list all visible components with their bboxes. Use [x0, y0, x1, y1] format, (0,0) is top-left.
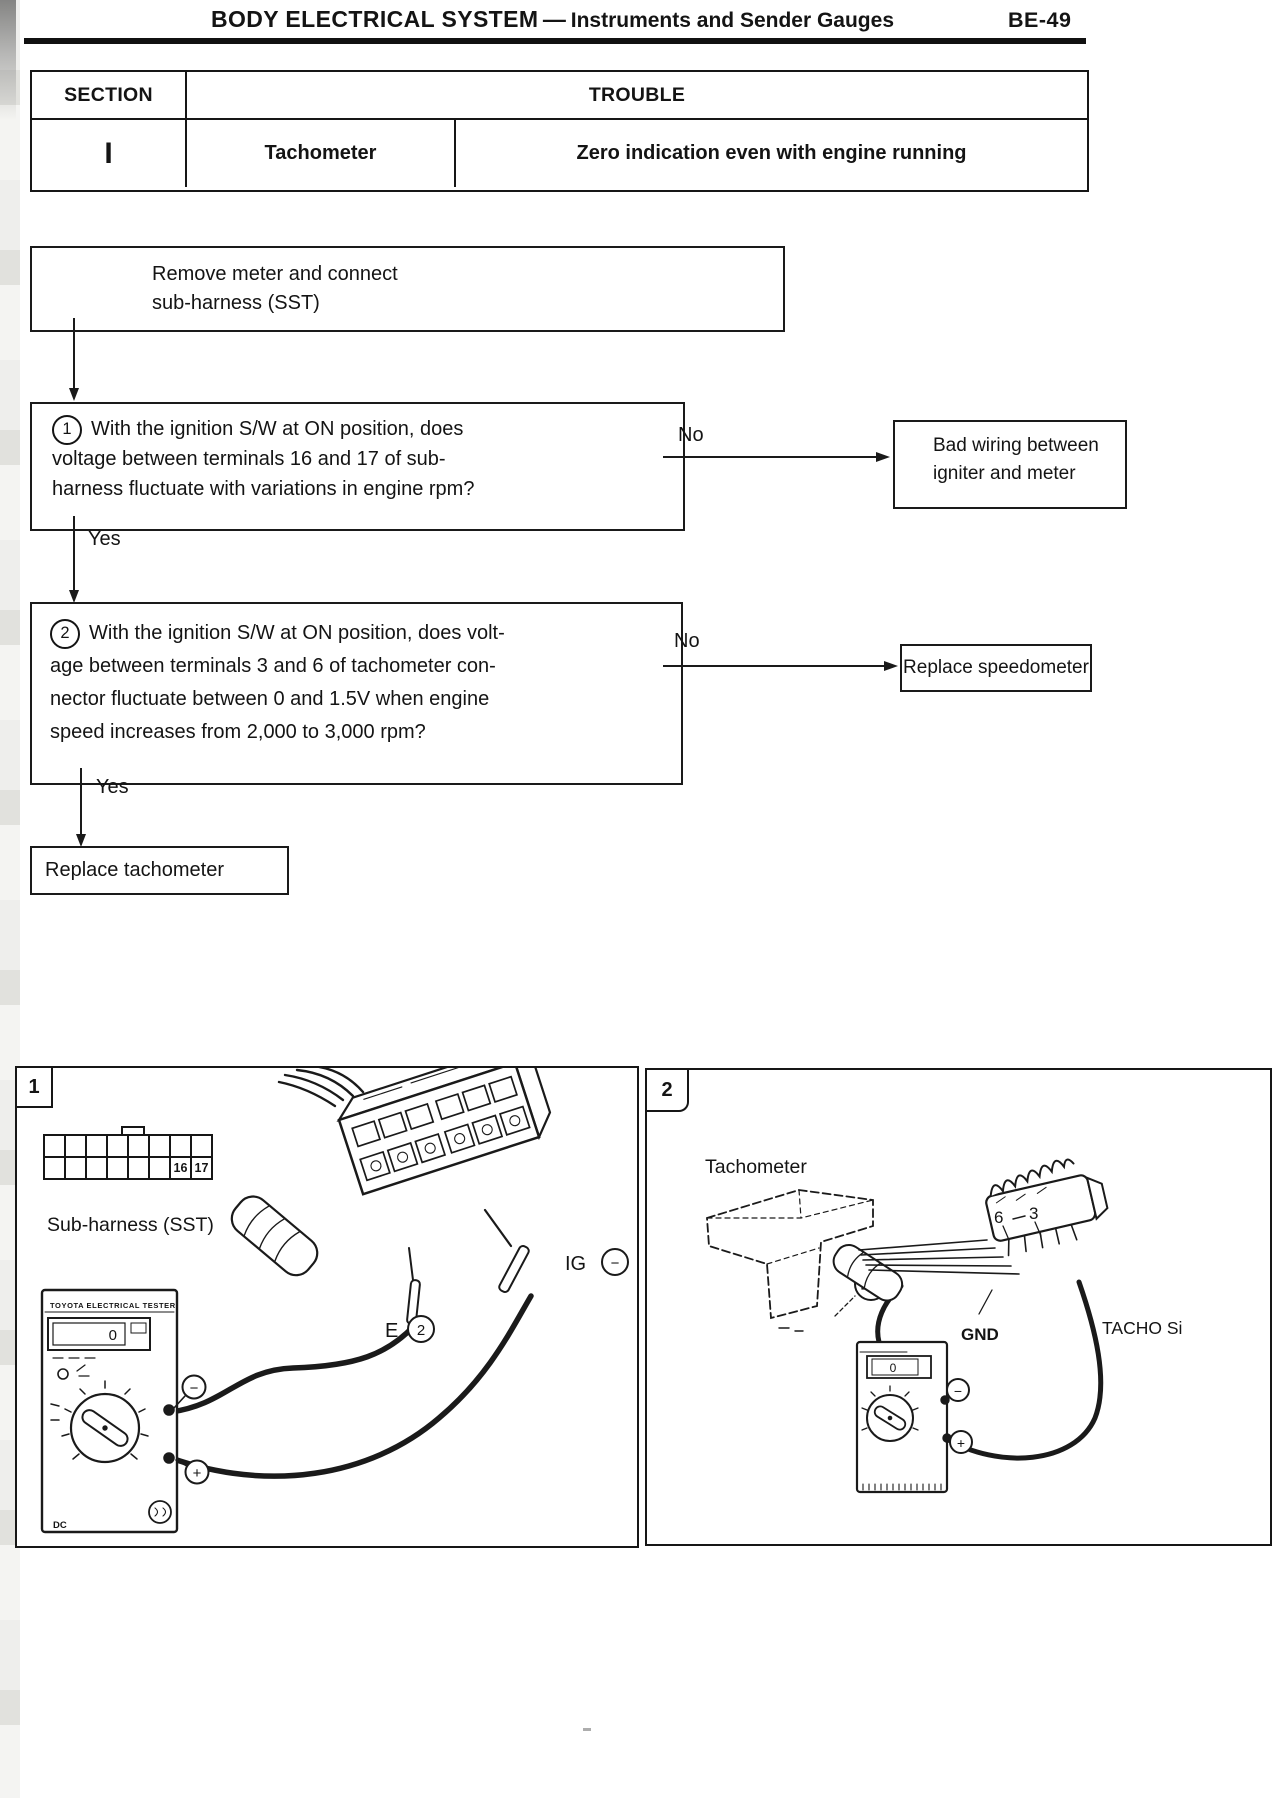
probe-e-number: 2	[416, 1322, 426, 1339]
cable-boot-drawing	[225, 1190, 323, 1282]
component-cell: Tachometer	[187, 120, 456, 187]
plus-sign: +	[192, 1465, 202, 1482]
connector-line	[663, 665, 886, 667]
probe-e-label: E	[385, 1320, 399, 1342]
pin-cell-16: 16	[169, 1156, 192, 1180]
panel-2-number-tag: 2	[647, 1070, 689, 1112]
scan-speck	[583, 1728, 591, 1731]
meter-dc-label: DC	[53, 1520, 67, 1531]
trouble-table	[30, 70, 1089, 192]
minus-sign: −	[189, 1380, 199, 1397]
section-value-cell: I	[32, 120, 187, 187]
figure-panel-2	[645, 1068, 1272, 1546]
trouble-header-cell: TROUBLE	[588, 83, 686, 106]
probe-ig-drawing	[485, 1210, 530, 1293]
q1-result-line1: Bad wiring between	[933, 435, 1099, 456]
small-multimeter-drawing	[857, 1342, 951, 1492]
flow-question1-box	[30, 402, 685, 531]
q2-result-box	[900, 644, 1092, 692]
connector-line	[663, 456, 878, 458]
flow-start-line2: sub-harness (SST)	[152, 292, 320, 314]
meter-display-value: 0	[889, 1361, 897, 1375]
test-lead-wire-ig	[171, 1296, 531, 1476]
q1-result-box	[893, 420, 1127, 509]
trouble-table-data-row	[32, 120, 1087, 187]
q2-no-label: No	[674, 630, 700, 652]
page-title-separator: —	[542, 6, 567, 32]
sub-harness-label: Sub-harness (SST)	[47, 1214, 214, 1236]
meter-display-value: 0	[108, 1327, 117, 1344]
page-title-main: BODY ELECTRICAL SYSTEM	[211, 6, 539, 32]
sub-harness-connector-drawing	[334, 1068, 556, 1194]
scan-smudge-artifact	[0, 0, 16, 120]
meter-brand-text: TOYOTA ELECTRICAL TESTER	[50, 1301, 176, 1310]
q1-yes-label: Yes	[88, 528, 121, 550]
final-action-box	[30, 846, 289, 895]
q2-line4: speed increases from 2,000 to 3,000 rpm?	[50, 721, 426, 743]
probe-e-drawing	[407, 1248, 421, 1324]
page-title	[20, 6, 1085, 33]
q1-no-label: No	[678, 424, 704, 446]
circled-2-icon: 2	[50, 619, 80, 649]
figure-2-drawing	[647, 1070, 1270, 1544]
minus-sign: −	[953, 1383, 963, 1399]
panel-1-number-tag: 1	[17, 1068, 53, 1108]
q1-line3: harness fluctuate with variations in engine rpm?	[52, 477, 475, 500]
connector-line	[73, 516, 75, 592]
q1-line2: voltage between terminals 16 and 17 of sub-	[52, 448, 446, 470]
gnd-label: GND	[961, 1325, 999, 1344]
header-rule	[24, 38, 1086, 44]
q1-line1: With the ignition S/W at ON position, does	[91, 418, 464, 441]
figure-panel-1	[15, 1066, 639, 1548]
q2-line3: nector fluctuate between 0 and 1.5V when engine	[50, 688, 490, 710]
q2-yes-label: Yes	[96, 776, 129, 798]
leader-line	[835, 1296, 855, 1316]
flow-start-box	[30, 246, 785, 332]
plus-sign: +	[956, 1435, 966, 1451]
page-title-sub: Instruments and Sender Gauges	[570, 9, 894, 32]
probe-ig-sign: −	[610, 1255, 620, 1272]
flow-start-line1: Remove meter and connect	[152, 263, 398, 285]
terminal-3-label: 3	[1029, 1204, 1039, 1223]
tachometer-label: Tachometer	[705, 1156, 807, 1178]
figure-1-drawing	[17, 1068, 637, 1546]
tachometer-connector-drawing	[980, 1152, 1112, 1258]
symptom-cell: Zero indication even with engine running	[576, 142, 967, 164]
page-number: BE-49	[1008, 8, 1072, 32]
tacho-si-label: TACHO Si	[1102, 1318, 1183, 1338]
leader-line	[979, 1290, 992, 1314]
section-header-cell: SECTION	[32, 72, 187, 118]
connector-line	[73, 318, 75, 390]
tacho-wire	[945, 1282, 1101, 1458]
flow-question2-box	[30, 602, 683, 785]
q2-line1: With the ignition S/W at ON position, does volt-	[89, 622, 505, 644]
trouble-table-header-row	[32, 72, 1087, 120]
terminal-6-label: 6	[994, 1208, 1004, 1227]
arrow-right-icon	[884, 661, 898, 671]
arrow-right-icon	[876, 452, 890, 462]
q2-result-text: Replace speedometer	[903, 657, 1089, 678]
connector-line	[80, 768, 82, 836]
final-action-text: Replace tachometer	[45, 859, 224, 881]
arrow-down-icon	[69, 388, 79, 401]
circled-1-icon: 1	[52, 415, 82, 445]
probe-ig-label: IG	[565, 1253, 587, 1275]
q2-line2: age between terminals 3 and 6 of tachometer con-	[50, 655, 496, 677]
pin-cell-17: 17	[190, 1156, 213, 1180]
q1-result-line2: igniter and meter	[933, 463, 1076, 484]
test-lead-wire-e	[171, 1326, 414, 1412]
